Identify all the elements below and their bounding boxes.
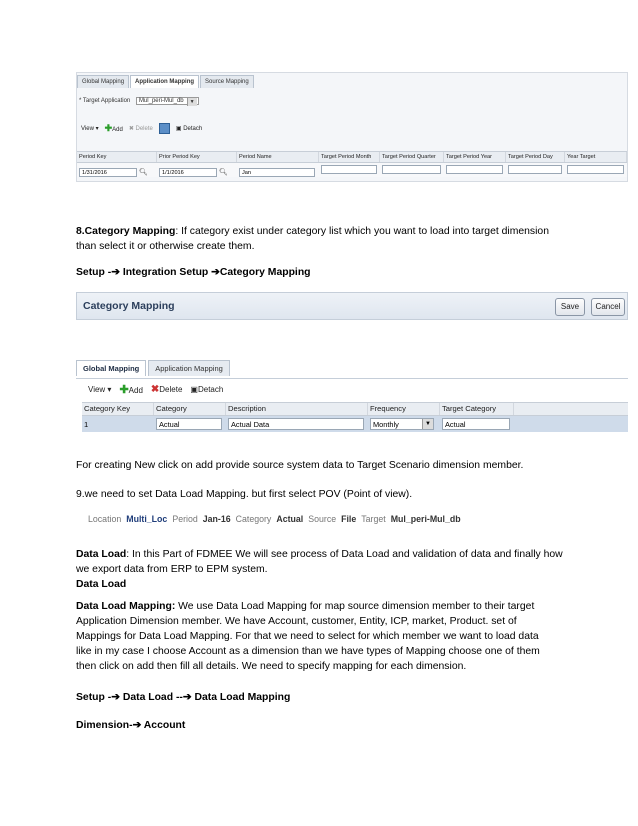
description-cell	[226, 418, 368, 430]
path-part: Integration Setup	[119, 267, 212, 278]
path-data-load-mapping	[76, 690, 290, 705]
plus-icon: ✚	[119, 384, 129, 396]
tab-application-mapping[interactable]: Application Mapping	[130, 75, 199, 88]
x-icon: ✖	[150, 384, 160, 395]
path-part: Dimension-	[76, 720, 133, 731]
pov-target-label: Target	[361, 514, 386, 524]
target-application-value: Mul_peri-Mul_db	[138, 98, 184, 104]
pov-location-label: Location	[88, 514, 122, 524]
path-integration-setup	[76, 265, 311, 280]
col-category[interactable]: Category	[154, 403, 226, 415]
col-period-name[interactable]: Period Name	[237, 152, 319, 162]
path-dimension-account	[76, 718, 185, 733]
category-key-cell: 1	[84, 419, 89, 429]
data-load-text: : In this Part of FDMEE We will see process of Data Load and validation of data and finally how	[126, 549, 563, 560]
add-button[interactable]	[119, 383, 142, 396]
arrow-right-icon: ➔	[111, 692, 120, 703]
search-icon[interactable]: 🔍︎	[219, 169, 228, 176]
grid-header	[82, 402, 628, 416]
pov-period-label: Period	[172, 514, 198, 524]
prior-period-key-input[interactable]: 1/1/2016	[159, 168, 217, 177]
page-title: Category Mapping	[83, 300, 175, 312]
col-filler	[514, 403, 628, 415]
detach-button[interactable]	[190, 385, 223, 394]
data-load-mapping-text-3: Mappings for Data Load Mapping. For that we need to select for which member we want to load data	[76, 631, 539, 642]
year-target-cell	[565, 161, 627, 179]
col-prior-period-key[interactable]: Prior Period Key	[157, 152, 237, 162]
mapping-tabs	[77, 75, 255, 88]
pov-source-value[interactable]: File	[341, 514, 357, 524]
add-label: Add	[112, 126, 123, 133]
target-period-quarter-cell	[380, 161, 444, 179]
cancel-button[interactable]: Cancel	[591, 298, 625, 316]
category-cell	[154, 418, 226, 430]
freeze-icon[interactable]	[159, 123, 170, 134]
description-input[interactable]: Actual Data	[228, 418, 364, 430]
view-menu[interactable]: View ▾	[81, 125, 99, 132]
chevron-down-icon: ▼	[187, 98, 197, 106]
category-grid	[82, 402, 628, 432]
toolbar	[77, 121, 627, 135]
category-mapping-text: : If category exist under category list which you want to load into target dimension	[175, 226, 549, 237]
frequency-select[interactable]	[370, 418, 434, 430]
target-period-quarter-input[interactable]	[382, 165, 441, 174]
period-name-cell	[237, 161, 319, 179]
path-part: Account	[141, 720, 186, 731]
target-period-day-cell	[506, 161, 565, 179]
view-menu[interactable]: View ▾	[88, 385, 112, 394]
col-year-target[interactable]: Year Target	[565, 152, 627, 162]
category-input[interactable]: Actual	[156, 418, 222, 430]
table-row[interactable]	[82, 416, 628, 432]
delete-label: Delete	[135, 125, 153, 132]
arrow-right-icon: ➔	[132, 720, 142, 731]
data-load-heading: Data Load	[76, 579, 127, 590]
frequency-cell	[368, 418, 440, 430]
path-part: Category Mapping	[219, 267, 311, 278]
col-period-key[interactable]: Period Key	[77, 152, 157, 162]
mapping-tabs	[76, 360, 232, 376]
data-load-mapping-text-2: Application Dimension member. We have Account, customer, Entity, ICP, market, Product. set of	[76, 616, 517, 627]
prior-period-key-cell	[157, 161, 237, 179]
target-category-input[interactable]: Actual	[442, 418, 510, 430]
paragraph-creating-new: For creating New click on add provide source system data to Target Scenario dimension member.	[76, 460, 524, 471]
add-label: Add	[128, 386, 143, 395]
save-button[interactable]: Save	[555, 298, 585, 316]
delete-label: Delete	[159, 385, 183, 394]
target-period-day-input[interactable]	[508, 165, 562, 174]
tab-global-mapping[interactable]: Global Mapping	[76, 360, 146, 376]
pov-target-value[interactable]: Mul_peri-Mul_db	[390, 514, 461, 524]
x-icon: ✖	[128, 125, 134, 132]
year-target-input[interactable]	[567, 165, 624, 174]
data-load-text-2: we export data from ERP to EPM system.	[76, 564, 268, 575]
data-load-mapping-text-4: like in my case I choose Account as a dimension than we have types of Mapping choose one of them	[76, 646, 540, 657]
data-load-heading-inline: Data Load	[76, 549, 127, 560]
arrow-right-icon: ➔	[211, 267, 220, 278]
target-application-select[interactable]	[136, 97, 199, 105]
search-icon[interactable]: 🔍︎	[139, 169, 148, 176]
category-mapping-header	[76, 292, 628, 320]
category-mapping-screenshot	[76, 292, 628, 440]
col-target-period-year[interactable]: Target Period Year	[444, 152, 506, 162]
detach-icon: ▣	[175, 125, 182, 132]
target-period-year-cell	[444, 161, 506, 179]
data-load-mapping-text-5: then click on add then fill all details. We need to specify mapping for each dimension.	[76, 661, 467, 672]
delete-button[interactable]	[151, 384, 183, 395]
chevron-down-icon: ▼	[422, 419, 433, 429]
target-application-row	[79, 97, 199, 105]
tab-source-mapping[interactable]: Source Mapping	[200, 75, 254, 88]
target-category-cell	[440, 418, 514, 430]
table-row[interactable]	[77, 163, 627, 177]
paragraph-data-load-mapping	[76, 599, 540, 674]
col-frequency[interactable]: Frequency	[368, 403, 440, 415]
data-load-mapping-heading: Data Load Mapping:	[76, 601, 176, 612]
detach-icon: ▣	[190, 385, 198, 394]
delete-button[interactable]	[129, 125, 153, 132]
col-description[interactable]: Description	[226, 403, 368, 415]
period-key-input[interactable]: 1/31/2016	[79, 168, 137, 177]
paragraph-step-9: 9.we need to set Data Load Mapping. but first select POV (Point of view).	[76, 489, 413, 500]
path-part: Data Load Mapping	[191, 692, 291, 703]
path-part: Setup -	[76, 267, 112, 278]
pov-bar	[88, 514, 461, 524]
col-target-period-day[interactable]: Target Period Day	[506, 152, 565, 162]
col-target-period-month[interactable]: Target Period Month	[319, 152, 380, 162]
pov-location-value[interactable]: Multi_Loc	[126, 514, 168, 524]
target-period-month-cell	[319, 161, 380, 179]
col-target-category[interactable]: Target Category	[440, 403, 514, 415]
path-part: Setup -	[76, 692, 112, 703]
target-application-label: * Target Application	[79, 98, 131, 104]
tab-global-mapping[interactable]: Global Mapping	[77, 75, 129, 88]
tab-application-mapping[interactable]: Application Mapping	[148, 360, 230, 376]
detach-label: Detach	[183, 125, 203, 132]
application-mapping-screenshot	[76, 72, 628, 182]
target-period-year-input[interactable]	[446, 165, 503, 174]
plus-icon: ✚	[104, 122, 113, 133]
pov-source-label: Source	[308, 514, 337, 524]
frequency-value: Monthly	[373, 420, 399, 429]
data-load-mapping-text-1: We use Data Load Mapping for map source dimension member to their target	[175, 601, 535, 612]
period-name-input[interactable]: Jan	[239, 168, 315, 177]
period-key-cell	[77, 161, 157, 179]
pov-category-label: Category	[235, 514, 272, 524]
category-mapping-text-2: than select it or otherwise create them.	[76, 241, 255, 252]
col-target-period-quarter[interactable]: Target Period Quarter	[380, 152, 444, 162]
detach-button[interactable]	[176, 125, 202, 132]
target-period-month-input[interactable]	[321, 165, 377, 174]
col-category-key[interactable]: Category Key	[82, 403, 154, 415]
path-part: Data Load --	[119, 692, 183, 703]
paragraph-data-load	[76, 547, 563, 592]
arrow-right-icon: ➔	[182, 692, 192, 703]
pov-category-value[interactable]: Actual	[276, 514, 304, 524]
category-mapping-heading: 8.Category Mapping	[76, 226, 176, 237]
toolbar	[76, 378, 628, 400]
paragraph-category-mapping	[76, 224, 549, 254]
add-button[interactable]	[105, 123, 123, 134]
period-grid	[77, 151, 627, 177]
pov-period-value[interactable]: Jan-16	[202, 514, 231, 524]
detach-label: Detach	[197, 385, 224, 394]
arrow-right-icon: ➔	[111, 267, 120, 278]
